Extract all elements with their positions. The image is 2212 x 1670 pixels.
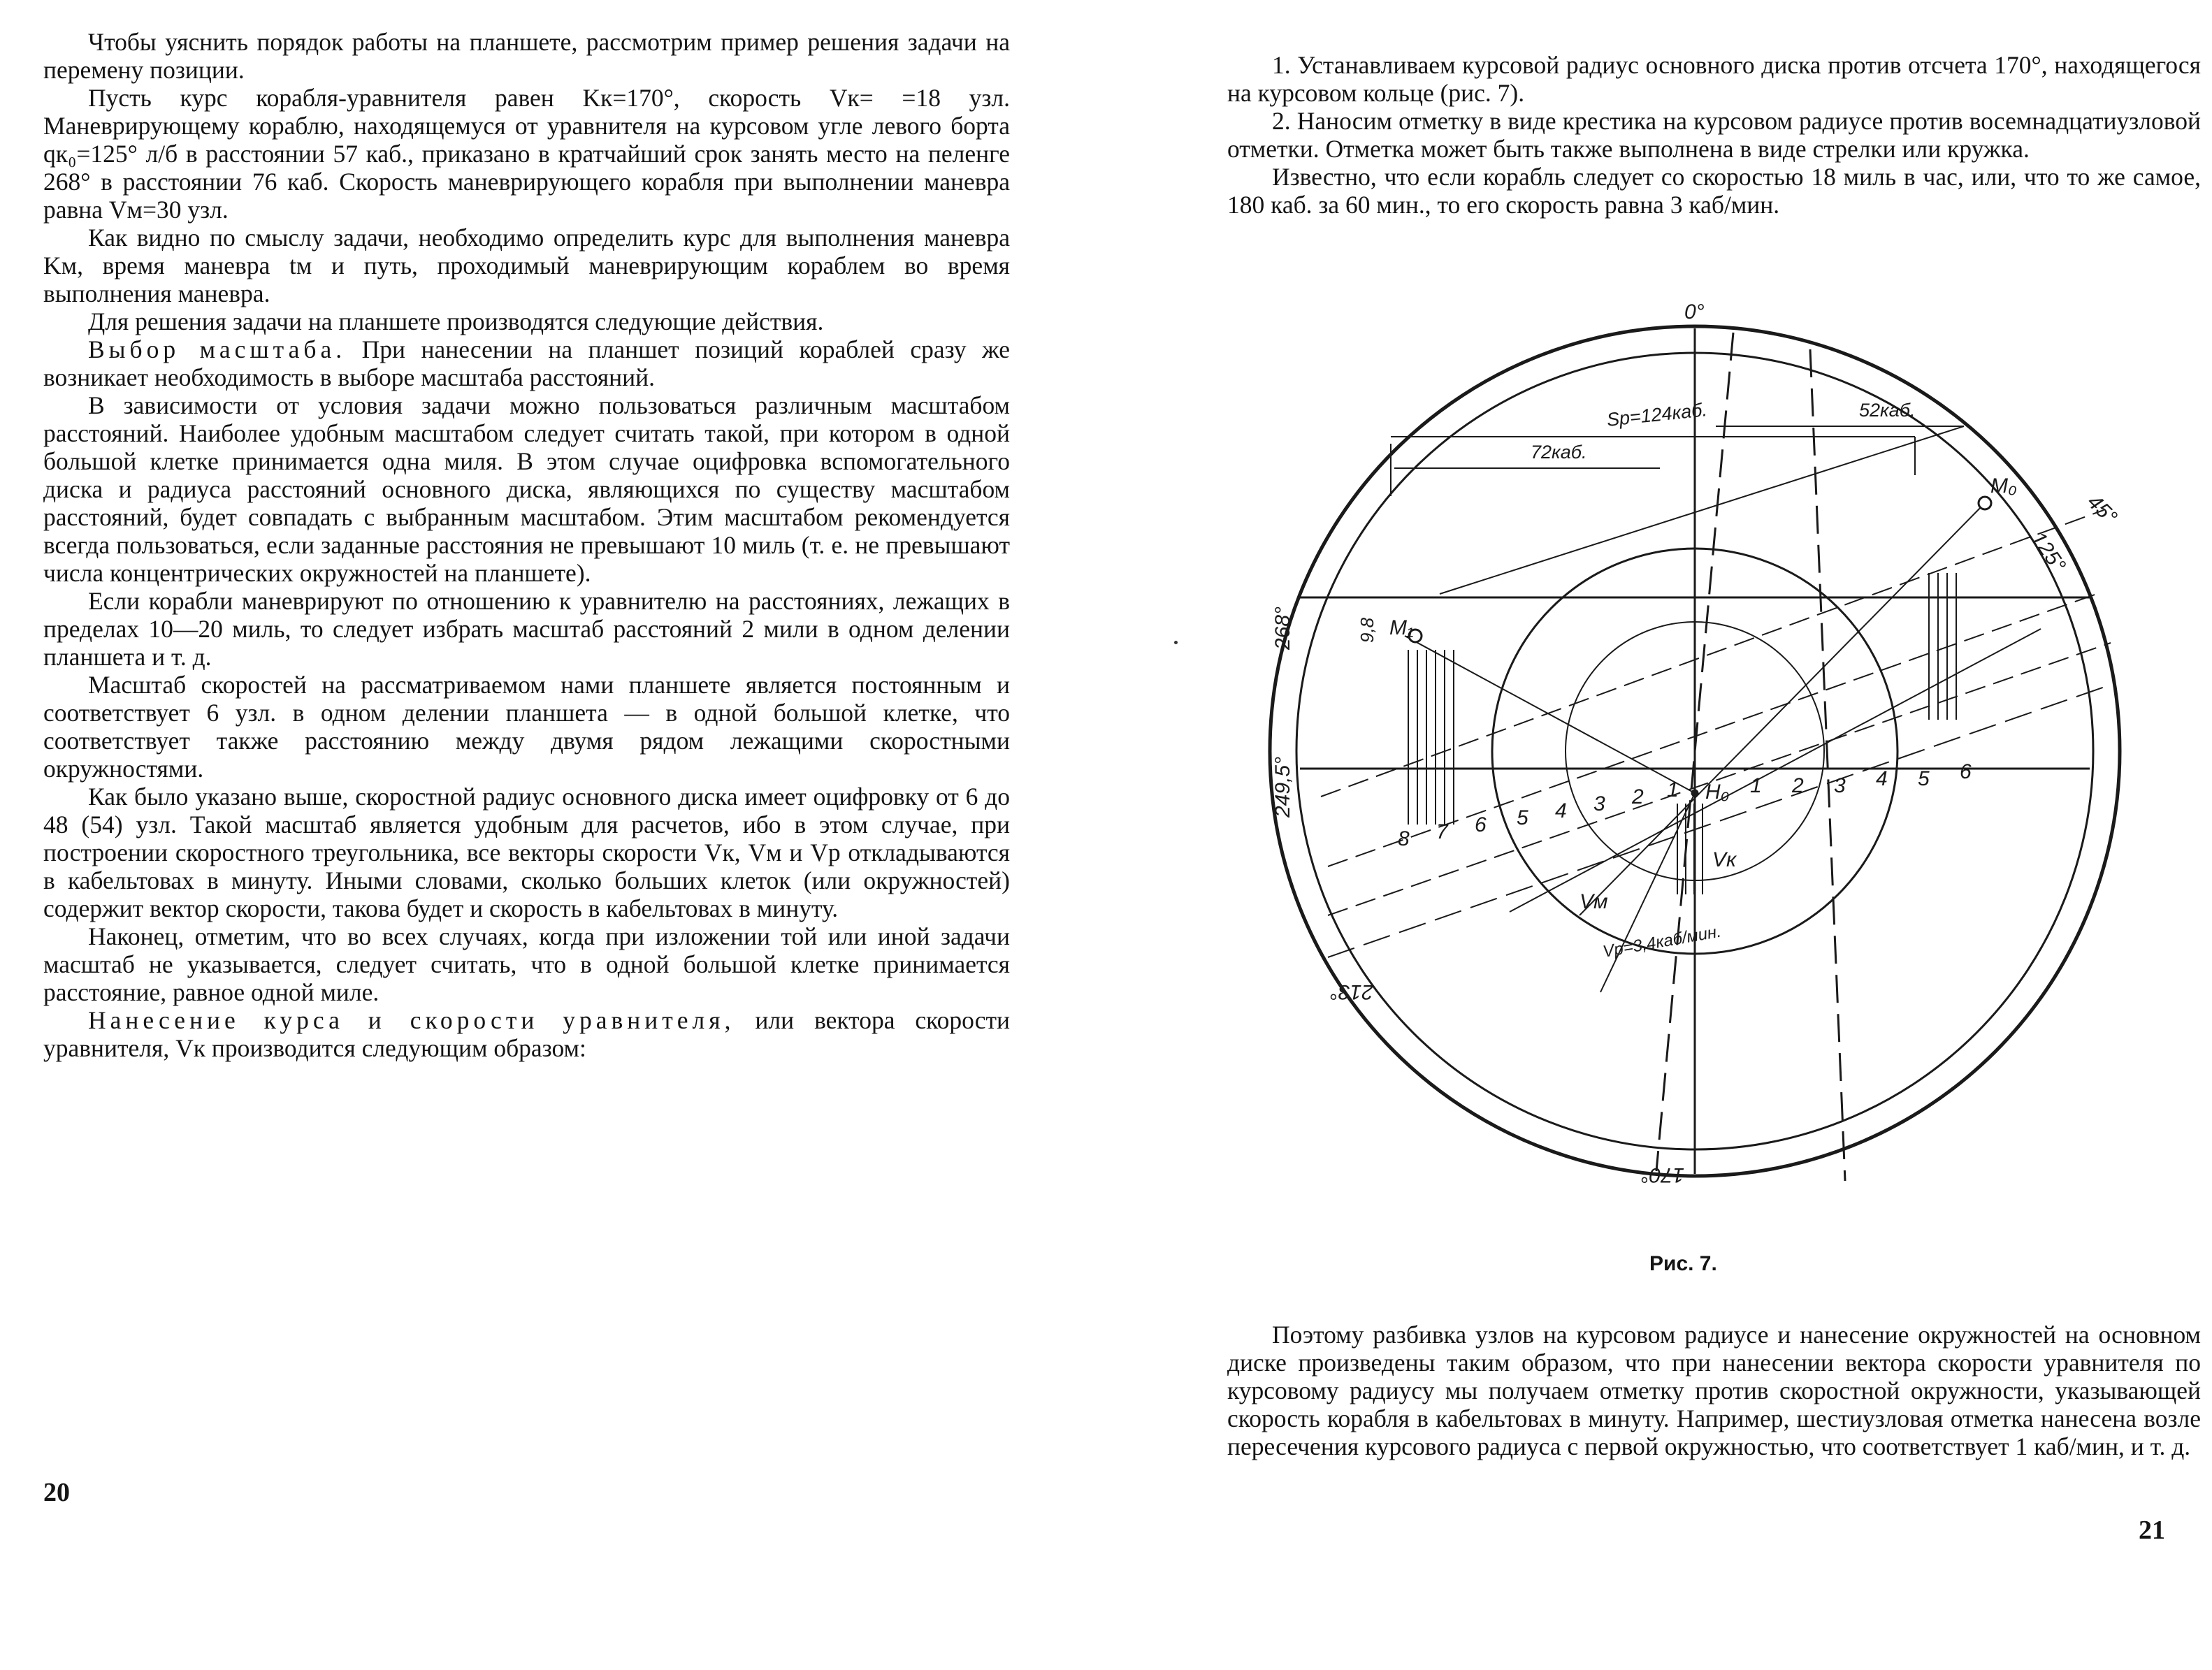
paragraph-scale-5: Наконец, отметим, что во всех случаях, когда при изложении той или иной задачи масштаб не указывается, следует считать, что в одной большой клетке принимается расстояние, равное одной миле.: [43, 922, 1010, 1006]
section-title-scale: Выбор масштаба.: [88, 335, 347, 363]
label-170deg: 170°: [1640, 1163, 1684, 1186]
h0-vm-line: [1600, 793, 1695, 992]
left-page-text: [43, 28, 1010, 1062]
paragraph-problem: Пусть курс корабля-уравнителя равен Kк=170°, скорость Vк= =18 узл. Маневрирующему кораблю, находящемуся от уравнителя на курсовом угле левого борта qк₀=125° л/б в расстоянии 57 каб., приказано в кратчайший срок занять место на пеленге 268° в расстоянии 76 каб. Скорость маневрирующего корабля при выполнении маневра равна Vм=30 узл.: [43, 84, 1010, 224]
label-vk: Vк: [1712, 848, 1737, 871]
tick-lower-7: 7: [1436, 820, 1448, 843]
section-text-scale: При нанесении на планшет позиций кораблей сразу же возникает необходимость в выборе масштаба расстояний.: [43, 335, 1010, 391]
section-text-course: или вектора скорости уравнителя, Vк производится следующим образом:: [43, 1006, 1010, 1062]
label-125deg: 125°: [2026, 528, 2070, 576]
figure-caption: Рис. 7.: [1649, 1252, 1717, 1275]
hatch-left: [1408, 650, 1454, 825]
label-98: 9,8: [1357, 617, 1378, 643]
right-page-text: [1227, 51, 2201, 219]
tick-lower-8: 8: [1398, 827, 1410, 850]
paragraph-scale-1: В зависимости от условия задачи можно пользоваться различным масштабом расстояний. Наиболее удобным масштабом следует считать такой, при котором в одной большой клетке принимается одна миля. В этом случае оцифровка вспомогательного диска и радиуса расстояний основного диска, являющихся по существу масштабом расстояний, будет совпадать с выбранным масштабом. Этим масштабом рекомендуется всегда пользоваться, если заданные расстояния не превышают 10 миль (т. е. не превышают числа концентрических окружностей на планшете).: [43, 391, 1010, 587]
section-title-course: Нанесение курса и скорости уравнителя,: [88, 1006, 735, 1034]
tick-lower-1: 1: [1667, 778, 1679, 801]
paragraph-scale-choice: [43, 335, 1010, 391]
tick-lower-6: 6: [1475, 813, 1487, 836]
tick-upper-4: 4: [1876, 767, 1888, 790]
paragraph-step2: 2. Наносим отметку в виде крестика на курсовом радиусе против восемнадцатиузловой отметки. Отметка может быть также выполнена в виде стрелки или кружка.: [1227, 107, 2201, 163]
label-52kab: 52каб.: [1859, 400, 1916, 421]
paragraph-step1: 1. Устанавливаем курсовой радиус основного диска против отсчета 170°, находящегося на курсовом кольце (рис. 7).: [1227, 51, 2201, 107]
page-number-right: 21: [2139, 1516, 2165, 1545]
label-213deg: 213°: [1329, 980, 1373, 1003]
label-268deg: 268°: [1271, 606, 1294, 650]
vp-line: [1440, 426, 1964, 594]
label-72kab: 72каб.: [1531, 442, 1587, 463]
paragraph-scale-4: Как было указано выше, скоростной радиус основного диска имеет оцифровку от 6 до 48 (54) узл. Такой масштаб является удобным для расчетов, ибо в этом случае, при построении скоростного треугольника, все векторы скорости Vк, Vм и Vр откладываются в кабельтовах в минуту. Иными словами, сколько больших клеток (или окружностей) содержит вектор скорости, такова будет и скорость в кабельтовах в минуту.: [43, 783, 1010, 922]
tick-lower-4: 4: [1555, 799, 1567, 822]
right-page-bottom-text: [1227, 1321, 2201, 1460]
tick-upper-3: 3: [1834, 774, 1846, 797]
paragraph-speed: Известно, что если корабль следует со скоростью 18 миль в час, или, что то же самое, 180 каб. за 60 мин., то его скорость равна 3 каб/мин.: [1227, 163, 2201, 219]
tick-lower-5: 5: [1517, 806, 1528, 829]
label-vm: Vм: [1580, 890, 1608, 913]
label-m1: M₁: [1389, 616, 1414, 639]
paragraph-course-speed: [43, 1006, 1010, 1062]
label-45deg: 45°: [2083, 490, 2122, 530]
label-sp: Sp=124каб.: [1605, 399, 1709, 430]
tick-upper-5: 5: [1918, 767, 1930, 790]
h0-point: [1691, 790, 1698, 797]
paragraph-bottom: Поэтому разбивка узлов на курсовом радиусе и нанесение окружностей на основном диске произведены таким образом, что при нанесении вектора скорости уравнителя по курсовому радиусу мы получаем отметку против скоростной окружности, указывающей скорость корабля в кабельтовах в минуту. Например, шестиузловая отметка нанесена возле пересечения курсового радиуса с первой окружностью, что соответствует 1 каб/мин, и т. д.: [1227, 1321, 2201, 1460]
paragraph-scale-2: Если корабли маневрируют по отношению к уравнителю на расстояниях, лежащих в пределах 10—20 миль, то следует избрать масштаб расстояний 2 мили в одном делении планшета и т. д.: [43, 587, 1010, 671]
m0-point: [1979, 497, 1991, 509]
label-vp: Vp=3,4каб/мин.: [1601, 922, 1723, 961]
tick-upper-6: 6: [1960, 760, 1972, 783]
paragraph-scale-3: Масштаб скоростей на рассматриваемом нами планшете является постоянным и соответствует 6 узл. в одном делении планшета — в одной большой клетке, что соответствует также расстоянию между двумя рядом лежащими скоростными окружностями.: [43, 671, 1010, 783]
tick-lower-2: 2: [1632, 785, 1644, 808]
right-page: [1146, 0, 2212, 1670]
label-0deg: 0°: [1684, 300, 1705, 324]
paragraph-intro: Чтобы уяснить порядок работы на планшете, рассмотрим пример решения задачи на перемену позиции.: [43, 28, 1010, 84]
left-page: [0, 0, 1090, 1670]
paragraph-actions: Для решения задачи на планшете производятся следующие действия.: [88, 307, 824, 335]
paragraph-goal: Как видно по смыслу задачи, необходимо определить курс для выполнения маневра Kм, время маневра tм и путь, проходимый маневрирующим кораблем во время выполнения маневра.: [43, 224, 1010, 307]
page-number-left: 20: [43, 1478, 70, 1507]
tick-lower-3: 3: [1593, 792, 1605, 815]
tick-upper-1: 1: [1750, 774, 1762, 797]
label-h0: H₀: [1705, 780, 1730, 804]
tick-upper-2: 2: [1792, 774, 1804, 797]
m0-line: [1580, 503, 1985, 915]
figure-7-plotting-board: [1230, 286, 2167, 1223]
label-2495deg: 249,5°: [1271, 756, 1294, 818]
label-m0: M₀: [1990, 474, 2017, 498]
